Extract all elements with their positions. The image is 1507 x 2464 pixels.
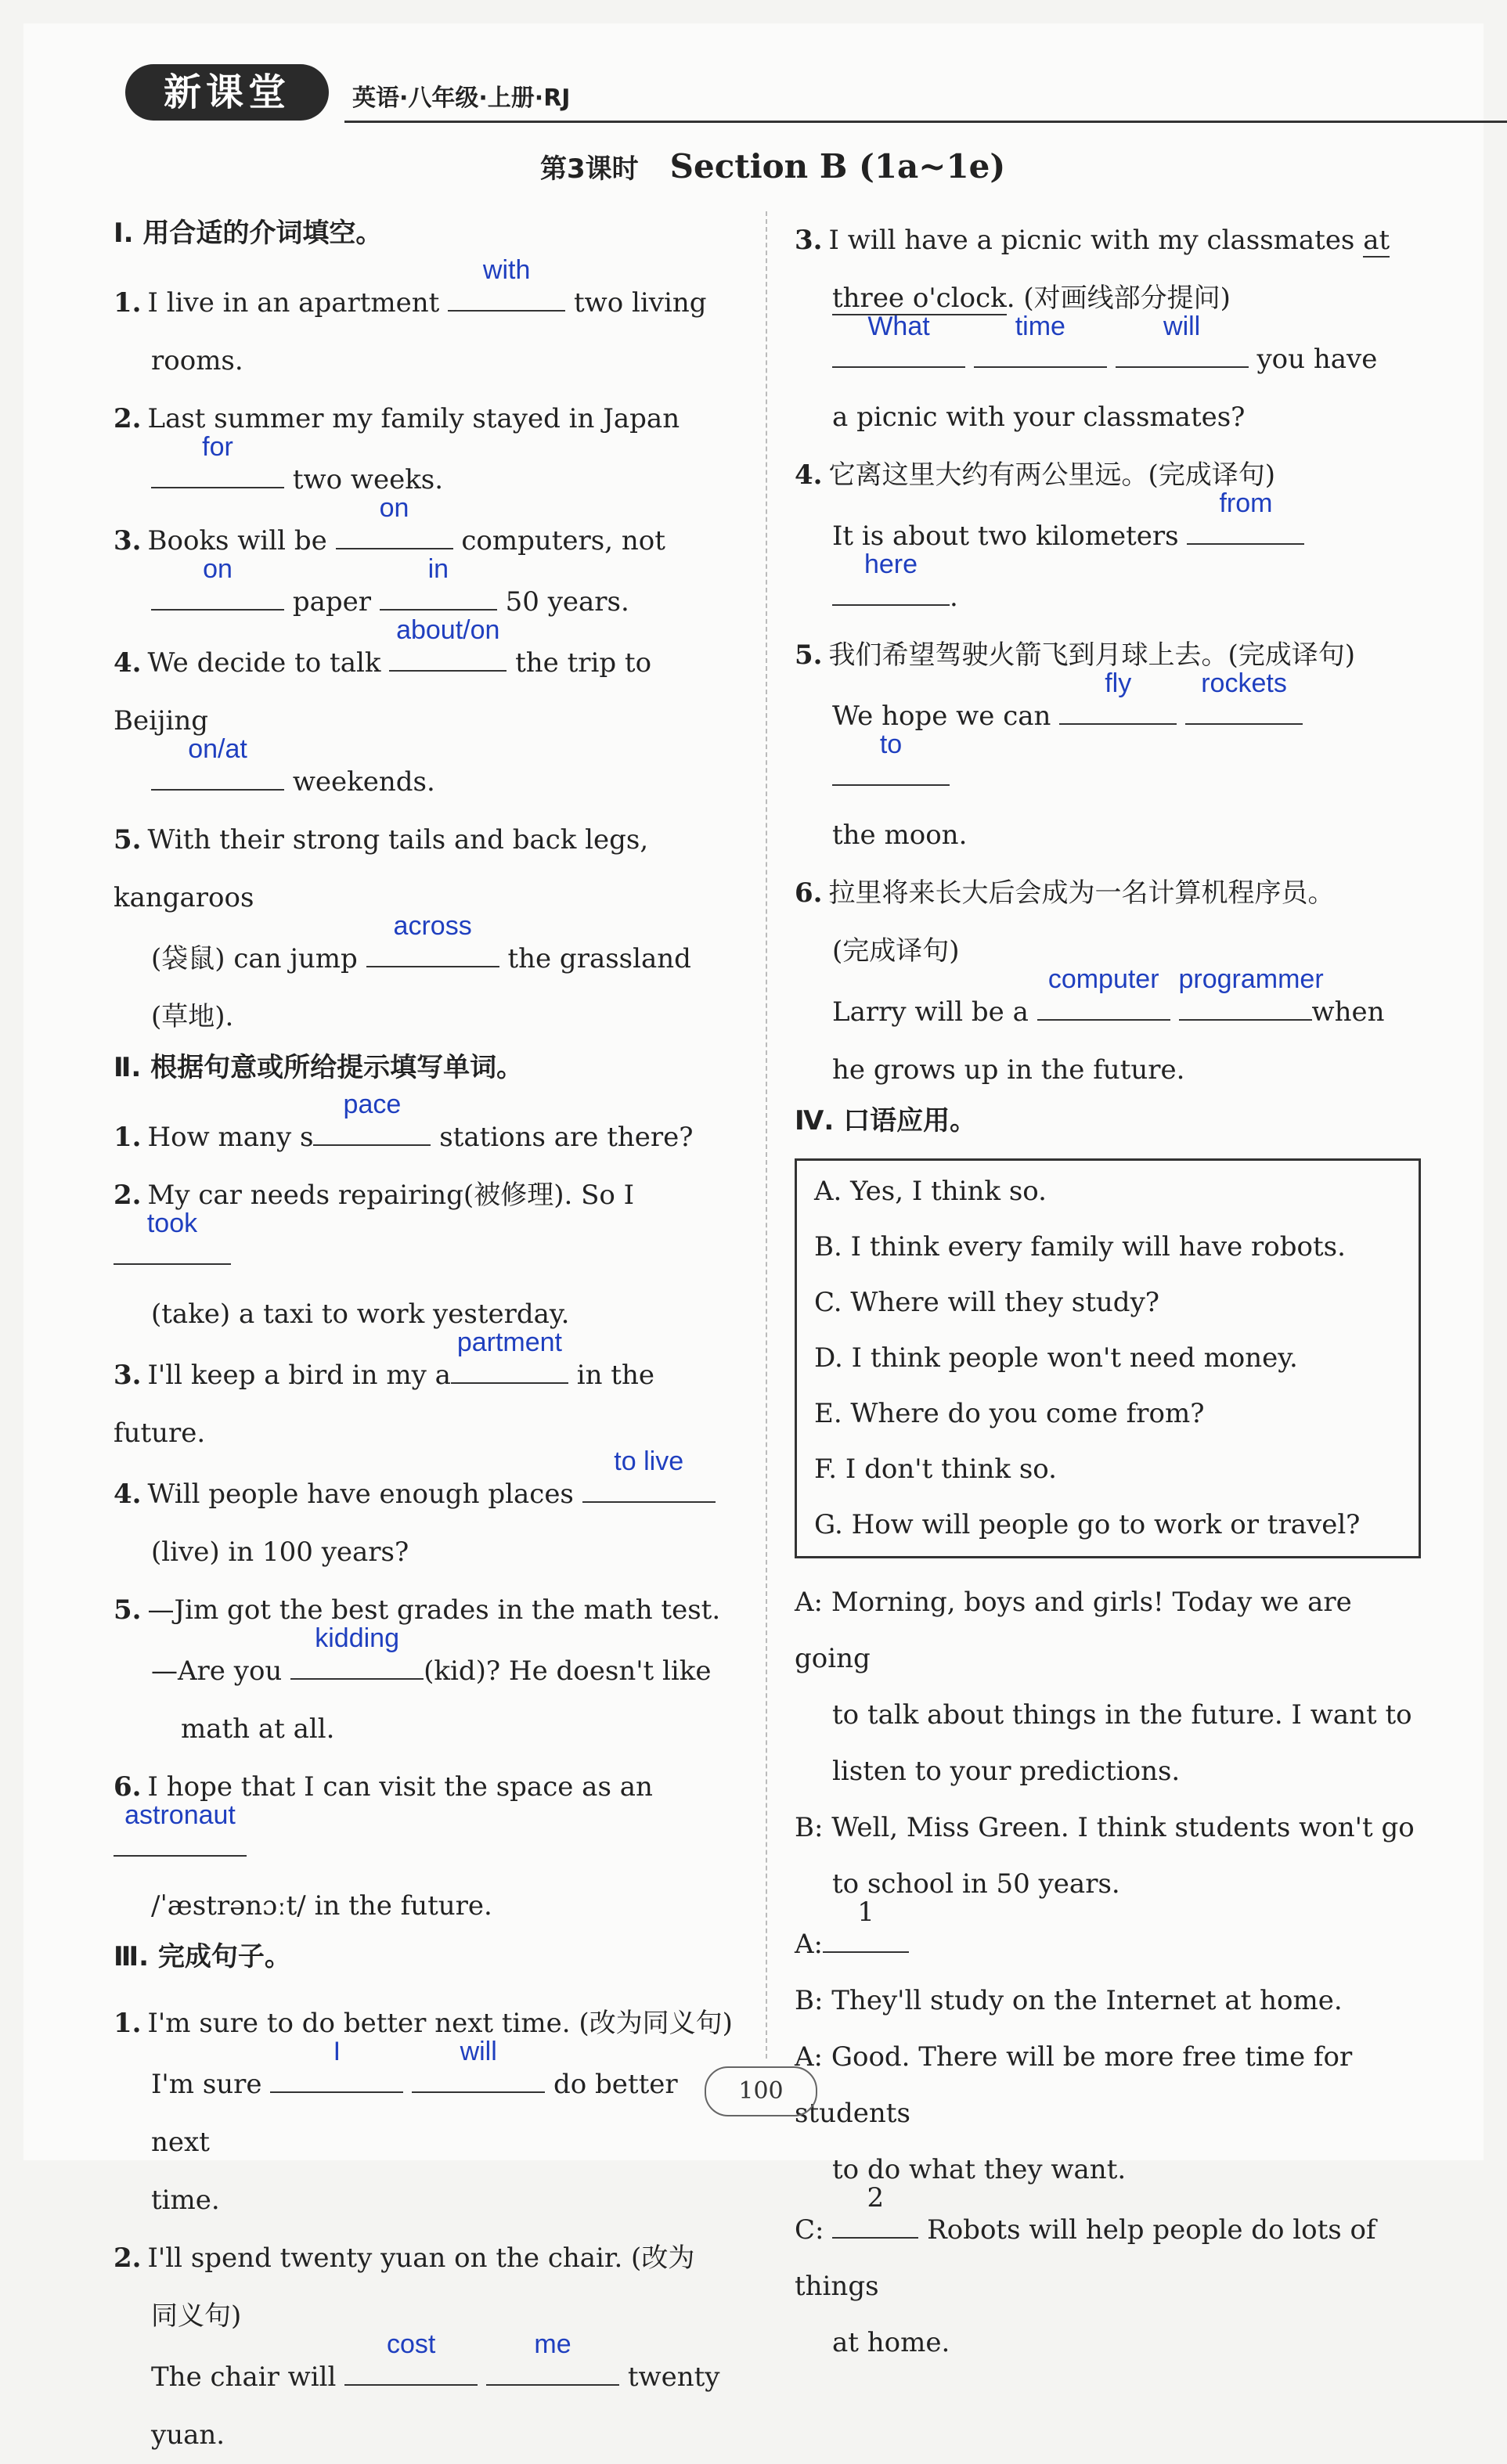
section-3-title: Ⅲ. 完成句子。 — [114, 1941, 291, 1972]
subject-label: 英语·八年级·上册·RJ — [352, 85, 571, 112]
answer-blank[interactable]: astronaut — [114, 1816, 247, 1857]
s1-q3: 3. Books will be on computers, not on paper in 50 years. — [114, 493, 665, 618]
dialogue-line: A: Good. There will be more free time for students — [795, 2041, 1353, 2129]
answer-blank[interactable]: on — [336, 509, 453, 549]
answer-blank[interactable]: computer — [1037, 980, 1170, 1021]
option: B. I think every family will have robots. — [814, 1231, 1346, 1263]
answer-blank[interactable]: from — [1187, 504, 1304, 545]
answer-blank[interactable]: What — [832, 327, 965, 368]
answer-blank[interactable]: kidding — [290, 1639, 424, 1680]
right-column — [795, 211, 1421, 2371]
s3-q2: 2. I'll spend twenty yuan on the chair. (改为 同义句) The chair will cost me twenty yuan. — [114, 2242, 720, 2451]
dialogue-line: at home. — [832, 2327, 950, 2358]
dialogue-line: B: Well, Miss Green. I think students won't go — [795, 1812, 1415, 1843]
s1-q1: 1. I live in an apartment with two living rooms. — [114, 255, 707, 376]
dialogue-line: to talk about things in the future. I want to — [832, 1699, 1412, 1731]
answer-blank[interactable]: to live — [582, 1462, 716, 1503]
column-divider — [766, 211, 767, 2059]
answer-blank[interactable]: will — [1116, 327, 1249, 368]
dialogue-line: A: 1 — [795, 1912, 1421, 1972]
option: G. How will people go to work or travel? — [814, 1509, 1361, 1540]
s3-q6: 6. 拉里将来长大后会成为一名计算机程序员。 (完成译句) Larry will be a computer programmer when he grows up in the future. — [795, 877, 1385, 1086]
header — [102, 49, 1425, 119]
s2-q6: 6. I hope that I can visit the space as an astronaut /ˈæstrənɔːt/ in the future. — [114, 1771, 653, 1922]
option: D. I think people won't need money. — [814, 1342, 1298, 1374]
dialogue-line: to school in 50 years. — [832, 1868, 1120, 1900]
option: C. Where will they study? — [814, 1287, 1160, 1318]
answer-blank[interactable]: with — [448, 271, 565, 312]
answer-blank[interactable]: I — [270, 2052, 403, 2093]
page-number: 100 — [705, 2066, 817, 2116]
s3-q4: 4. 它离这里大约有两公里远。(完成译句) It is about two kilometers from here . — [795, 446, 1421, 626]
left-column — [114, 211, 740, 2464]
answer-blank[interactable]: time — [974, 327, 1107, 368]
logo: 新课堂 — [125, 64, 329, 121]
answer-blank[interactable]: me — [486, 2345, 619, 2386]
s2-q3: 3. I'll keep a bird in my a partment in the future. — [114, 1327, 654, 1449]
answer-blank[interactable]: took — [114, 1224, 231, 1265]
answer-blank[interactable]: here — [832, 565, 950, 606]
s1-q5: 5. With their strong tails and back legs, kangaroos (袋鼠) can jump across the grassland (草地). — [114, 824, 691, 1032]
dialogue-line: C: 2 Robots will help people do lots of things — [795, 2182, 1376, 2302]
s2-q4: 4. Will people have enough places to live (live) in 100 years? — [114, 1462, 740, 1581]
answer-blank[interactable]: pace — [313, 1105, 431, 1146]
lesson-tag: 第3课时 — [540, 153, 639, 185]
option: F. I don't think so. — [814, 1454, 1057, 1485]
s3-q1: 1. I'm sure to do better next time. (改为同义句) I'm sure I will do better next time. — [114, 2008, 733, 2216]
section-1-title: Ⅰ. 用合适的介词填空。 — [114, 218, 383, 249]
section-4-title: Ⅳ. 口语应用。 — [795, 1105, 977, 1137]
dialogue-line: B: They'll study on the Internet at home. — [795, 1985, 1343, 2016]
s2-q1: 1. How many s pace stations are there? — [114, 1090, 694, 1153]
dialogue-line: to do what they want. — [832, 2154, 1127, 2185]
answer-blank[interactable]: to — [832, 745, 950, 786]
s3-q5: 5. 我们希望驾驶火箭飞到月球上去。(完成译句) We hope we can fly rockets to the moon. — [795, 639, 1356, 851]
option: E. Where do you come from? — [814, 1398, 1205, 1429]
dialogue-line: listen to your predictions. — [832, 1756, 1181, 1787]
answer-blank[interactable]: rockets — [1185, 684, 1303, 725]
s3-q3: 3. I will have a picnic with my classmates at three o'clock. (对画线部分提问) What time will you have a picnic with your classmates? — [795, 225, 1390, 433]
answer-blank[interactable]: 1 — [823, 1912, 909, 1953]
answer-blank[interactable]: cost — [344, 2345, 478, 2386]
answer-blank[interactable]: partment — [451, 1343, 568, 1384]
answer-blank[interactable]: in — [380, 570, 497, 611]
dialogue-line: A: Morning, boys and girls! Today we are going — [795, 1587, 1352, 1674]
lesson-title — [540, 147, 1005, 186]
answer-blank[interactable]: 2 — [832, 2198, 918, 2239]
answer-blank[interactable]: for — [151, 448, 284, 488]
answer-blank[interactable]: will — [412, 2052, 545, 2093]
answer-blank[interactable]: on — [151, 570, 284, 611]
header-rule — [344, 121, 1507, 123]
s2-q5: 5. —Jim got the best grades in the math test. —Are you kidding (kid)? He doesn't like math at all. — [114, 1594, 721, 1745]
s2-q2: 2. My car needs repairing(被修理). So I took (take) a taxi to work yesterday. — [114, 1180, 635, 1330]
answer-blank[interactable]: programmer — [1179, 980, 1312, 1021]
options-box — [795, 1158, 1421, 1558]
answer-blank[interactable]: across — [366, 927, 499, 967]
answer-blank[interactable]: fly — [1059, 684, 1177, 725]
option: A. Yes, I think so. — [814, 1176, 1047, 1207]
s1-q4: 4. We decide to talk about/on the trip to Beijing on/at weekends. — [114, 615, 652, 798]
s1-q2: 2. Last summer my family stayed in Japan for two weeks. — [114, 403, 680, 495]
lesson-section: Section B (1a~1e) — [669, 147, 1006, 186]
dialogue — [795, 1574, 1421, 2371]
answer-blank[interactable]: on/at — [151, 750, 284, 791]
answer-blank[interactable]: about/on — [389, 631, 507, 672]
section-2-title: Ⅱ. 根据句意或所给提示填写单词。 — [114, 1052, 524, 1083]
